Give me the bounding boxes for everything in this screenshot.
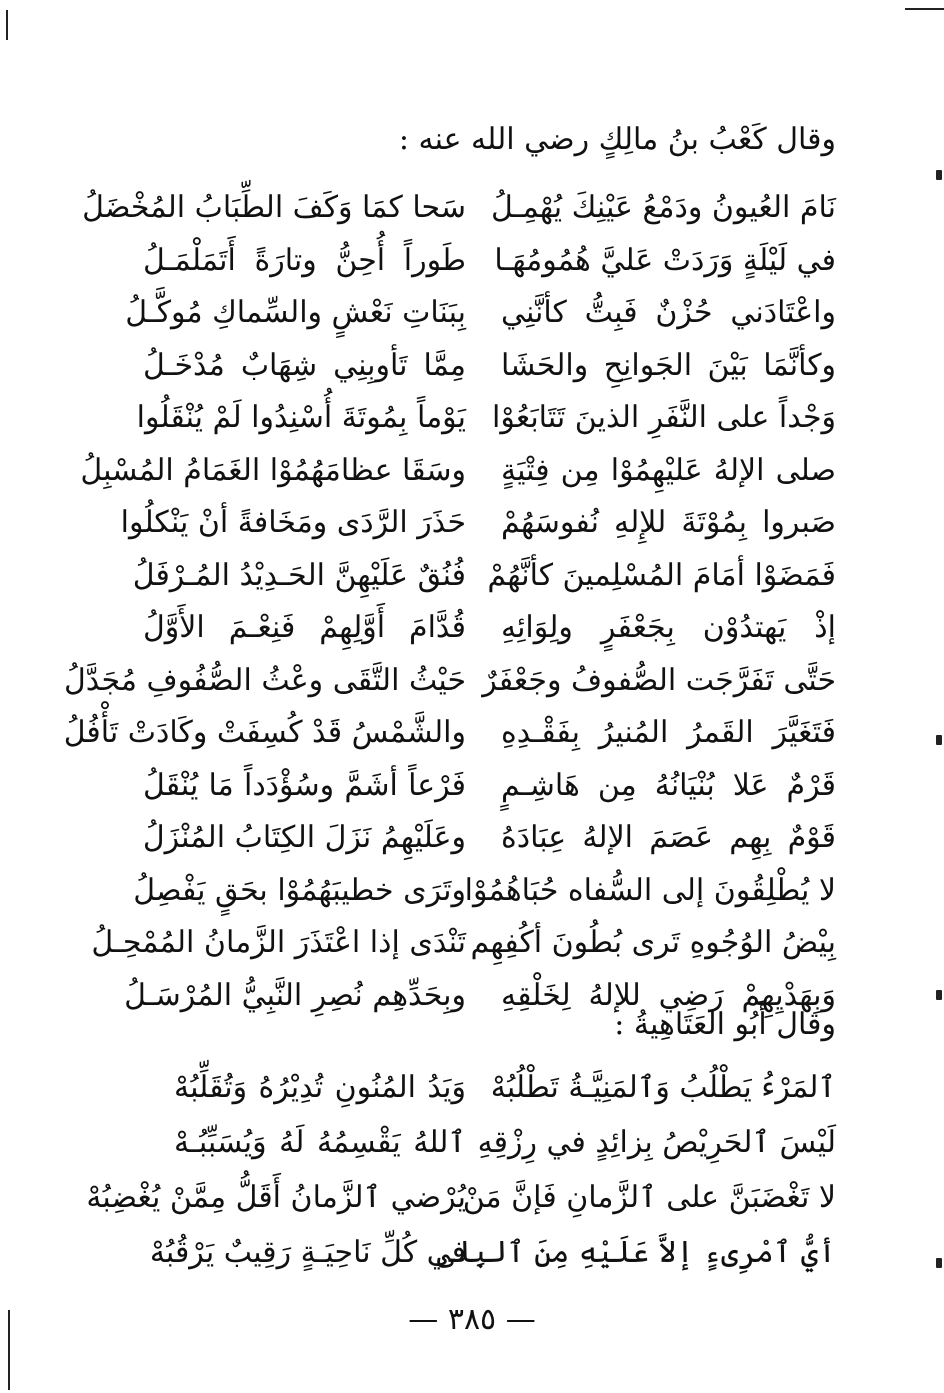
verse-first-hemistich: نَامَ العُيونُ ودَمْعُ عَيْنِكَ يُهْمِـلُ <box>491 190 836 225</box>
verse <box>0 1060 944 1116</box>
verse-first-hemistich: وَبِهَدْيِهِمْ رَضِي للإلهُ لِخَلْقِهِ <box>501 977 836 1013</box>
verse <box>0 180 944 236</box>
verse-second-hemistich: يَوْماً بِمُوتَةَ أُسْنِدُوا لَمْ يُنْقَلُوا <box>136 400 466 435</box>
verse-second-hemistich: ٱللهُ يَقْسِمُهُ لَهُ وَيُسَبِّبُـهْ <box>174 1125 466 1160</box>
verse <box>0 863 944 919</box>
verse-second-hemistich: وبِحَدِّهِم نُصِرِ النَّبِيُّ المُرْسَـلُ <box>124 977 466 1013</box>
verse-second-hemistich: فُنُقٌ عَلَيْهِنَّ الحَـدِيْدُ المُـرْفَلُ <box>132 557 466 593</box>
verse <box>0 495 944 551</box>
verse-second-hemistich: وَيَدُ المُنُونِ تُدِيْرُهُ وَتُقَلِّبُهْ <box>174 1070 466 1105</box>
verse <box>0 390 944 446</box>
poem-intro-abu-alatahiya: وقال أَبُو العَتَاهِيةُ : <box>614 1007 836 1042</box>
verse-second-hemistich: حَيْثُ التَّقَى وعْثُ الصُّفُوفِ مُجَدَّلُ <box>64 662 466 698</box>
verse-second-hemistich: والشَّمْسُ قَدْ كُسِفَتْ وكَادَتْ تَأْفُلُ <box>63 715 466 750</box>
verse-first-hemistich: أيُّ ٱمْرِىءٍ إلاَّ عَلَيْهِ مِنَ ٱلبِلى <box>436 1235 836 1270</box>
scan-edge-mark <box>905 8 944 10</box>
verse <box>0 233 944 289</box>
verse <box>0 810 944 866</box>
verse-second-hemistich: سَحا كمَا وَكَفَ الطِّبَابُ المُخْضَلُ <box>82 190 466 225</box>
verse <box>0 443 944 499</box>
verse <box>0 600 944 656</box>
poem-intro-kaab: وقال كَعْبُ بنُ مالِكٍ رضي الله عنه : <box>398 122 836 157</box>
verse <box>0 1170 944 1226</box>
verse-first-hemistich: صَبروا بِمُوْتَةَ للإِلهِ نُفوسَهُمْ <box>501 505 836 540</box>
verse <box>0 705 944 761</box>
verse <box>0 758 944 814</box>
verse-first-hemistich: ٱلمَرْءُ يَطْلُبُ وَٱلمَنِيَّـةُ تَطْلُبُهْ <box>490 1070 836 1105</box>
verse-first-hemistich: قَرْمٌ عَلا بُنْيَانُهُ مِن هَاشِـمٍ <box>501 767 836 803</box>
verse-first-hemistich: حَتَّى تَفَرَّجَت الصُّفوفُ وجَعْفَرٌ <box>482 662 836 698</box>
verse-first-hemistich: في لَيْلَةٍ وَرَدَتْ عَليَّ هُمُومُهَـا <box>494 242 836 278</box>
verse-first-hemistich: إذْ يَهتدُوْن بِجَعْفَرٍ ولِوَائِهِ <box>501 610 836 645</box>
verse <box>0 548 944 604</box>
verse-second-hemistich: يُرْضي ٱلزَّمانُ أَقَلُّ مِمَّنْ يُغْضِبُهْ <box>86 1180 466 1215</box>
verse-first-hemistich: لا تَغْضَبَنَّ على ٱلزَّمانِ فَإنَّ مَنْ <box>462 1180 836 1215</box>
verse-first-hemistich: قَوْمٌ بِهِم عَصَمَ الإلهُ عِبَادَهُ <box>501 820 836 855</box>
verse-second-hemistich: بِبَنَاتِ نَعْشٍ والسِّماكِ مُوكَّـلُ <box>125 295 466 330</box>
verse-second-hemistich: فَرْعاً أشَمَّ وسُؤْدَداً مَا يُنْقَلُ <box>143 767 466 803</box>
verse-first-hemistich: وكأنَّمَا بَيْنَ الجَوانِحِ والحَشَا <box>501 347 836 383</box>
verse-second-hemistich: وعَلَيْهِمُ نَزَلَ الكِتَابُ المُنْزَلُ <box>142 820 466 855</box>
verse-first-hemistich: لا يُطْلِقُونَ إلى السُّفاه حُبَاهُمُوْا <box>464 872 836 908</box>
verse <box>0 1225 944 1281</box>
verse <box>0 1115 944 1171</box>
verse-first-hemistich: فَتَغَيَّرَ القَمرُ المُنيرُ بِفَقْـدِهِ <box>501 715 836 750</box>
verse <box>0 653 944 709</box>
verse-second-hemistich: مِمَّا تَأوبِنِي شِهَابٌ مُدْخَـلُ <box>143 347 466 383</box>
verse-first-hemistich: فَمَضَوْا أمَامَ المُسْلِمينَ كأنَّهُمْ <box>487 557 836 593</box>
verse-second-hemistich: طَوراً أُحِنُّ وتارَةً أَتَمَلْمَـلُ <box>143 242 466 278</box>
verse <box>0 285 944 341</box>
verse-first-hemistich: لَيْسَ ٱلحَرِيْصُ بِزائِدٍ في رِزْقِهِ <box>477 1125 836 1160</box>
verse-second-hemistich: وتَرَى خطيبَهُمُوْا بحَقٍ يَفْصِلُ <box>133 872 466 908</box>
verse <box>0 915 944 971</box>
scan-edge-mark <box>936 170 942 180</box>
verse-second-hemistich: في كُلِّ نَاحِيَـةٍ رَقِيبٌ يَرْقُبُهْ <box>149 1235 466 1270</box>
verse-first-hemistich: صلى الإلهُ عَليْهِمُوْا مِن فِتْيَةٍ <box>501 452 836 488</box>
page-number: — ٣٨٥ — <box>408 1302 536 1337</box>
verse-first-hemistich: بِيْضُ الوُجُوهِ تَرى بُطُونَ أكُفِهِم <box>470 925 836 960</box>
verse-second-hemistich: وسَقَا عظامَهُمُوْا الغَمَامُ المُسْبِلُ <box>80 452 466 488</box>
verse-first-hemistich: وَجْداً على النَّفَرِ الذينَ تَتَابَعُوْا <box>492 400 836 435</box>
verse-second-hemistich: قُدَّامَ أَوَّلِهِمْ فَنِعْـمَ الأَوَّلُ <box>143 610 466 645</box>
verse-second-hemistich: تَنْدَى إذا اعْتَذَرَ الزَّمانُ المُمْحِـلُ <box>91 925 466 960</box>
verse <box>0 338 944 394</box>
scan-edge-mark <box>6 10 8 40</box>
verse-second-hemistich: حَذَرَ الرَّدَى ومَخَافةً أنْ يَنْكلُوا <box>120 505 466 540</box>
verse-first-hemistich: واعْتَادَني حُزْنٌ فَبِتُّ كأنَّنِي <box>501 295 836 330</box>
